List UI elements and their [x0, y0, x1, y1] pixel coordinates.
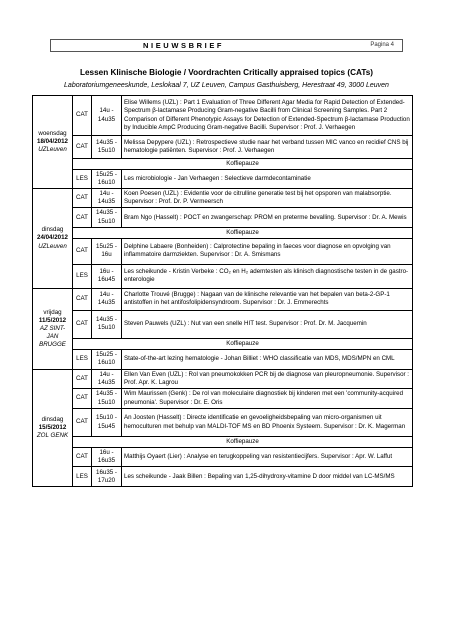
- session-type: LES: [73, 264, 92, 288]
- day-location: ZOL GENK: [36, 432, 69, 440]
- coffee-break: Koffiepauze: [73, 338, 413, 349]
- session-time: 16u - 16u45: [92, 264, 122, 288]
- table-row: [33, 238, 413, 264]
- schedule-table: [32, 95, 413, 487]
- day-location: AZ SINT-JAN BRUGGE: [39, 324, 66, 348]
- table-row: [33, 227, 413, 238]
- session-description: Charlotte Trouvé (Brugge) : Nagaan van de klinische relevantie van het bepalen van beta-2-GP-1 antistoffen in het antifosfolipidensyndroom. Supervisor : Dr. J. Emmerechts: [122, 288, 413, 310]
- table-row: [33, 409, 413, 437]
- session-time: 14u - 14u35: [92, 288, 122, 310]
- table-row: [33, 338, 413, 349]
- table-row: [33, 389, 413, 409]
- day-date: 15/5/2012: [38, 424, 67, 432]
- page-subtitle: Laboratoriumgeneeskunde, Leslokaal 7, UZ Leuven, Campus Gasthuisberg, Herestraat 49, 3000 Leuven: [64, 82, 389, 89]
- session-time: 15u25 - 16u10: [92, 170, 122, 189]
- day-cell: [33, 369, 73, 486]
- newsletter-header-bar: [50, 39, 403, 52]
- session-type: CAT: [73, 310, 92, 338]
- day-cell: [33, 96, 73, 189]
- day-name: dinsdag: [41, 226, 64, 234]
- session-description: Les microbiologie - Jan Verhaegen : Selectieve darmdecontaminatie: [122, 170, 413, 189]
- session-type: CAT: [73, 238, 92, 264]
- session-description: An Joosten (Hasselt) : Directe identificatie en gevoeligheidsbepaling van micro-organismen uit hemoculturen met behulp van MALDI-TOF MS en BD Phoenix Systeem. Supervisor : Dr. K. Magerman: [122, 409, 413, 437]
- session-time: 14u35 - 15u10: [92, 136, 122, 159]
- day-date: 18/04/2012: [37, 138, 68, 146]
- session-type: CAT: [73, 189, 92, 208]
- session-description: Wim Maurissen (Genk) : De rol van moleculaire diagnostiek bij kinderen met een 'community-acquired pneumonia'. Supervisor : Dr. E. Oris: [122, 389, 413, 409]
- session-description: Steven Pauwels (UZL) : Nut van een snelle HIT test. Supervisor : Prof. Dr. M. Jacquemin: [122, 310, 413, 338]
- session-type: CAT: [73, 208, 92, 227]
- session-description: Delphine Labaere (Bonheiden) : Calprotectine bepaling in faeces voor diagnose en opvolging van inflammatoire darmziekten. Supervisor : Dr. A. Smismans: [122, 238, 413, 264]
- table-row: [33, 159, 413, 170]
- table-row: [33, 437, 413, 448]
- table-row: [33, 310, 413, 338]
- session-type: CAT: [73, 288, 92, 310]
- day-name: dinsdag: [41, 415, 64, 423]
- session-time: 14u35 - 15u10: [92, 389, 122, 409]
- session-description: Les scheikunde - Kristin Verbeke : CO₂ en H₂ ademtesten als klinisch diagnostische testen in de gastro-enterologie: [122, 264, 413, 288]
- session-time: 15u10 - 15u45: [92, 409, 122, 437]
- session-time: 14u35 - 15u10: [92, 208, 122, 227]
- session-time: 16u - 16u35: [92, 448, 122, 467]
- session-time: 14u - 14u35: [92, 96, 122, 136]
- table-row: [33, 136, 413, 159]
- table-row: [33, 208, 413, 227]
- table-row: [33, 369, 413, 388]
- table-row: [33, 467, 413, 487]
- session-type: CAT: [73, 369, 92, 388]
- coffee-break: Koffiepauze: [73, 159, 413, 170]
- table-row: [33, 264, 413, 288]
- newsletter-label: NIEUWSBRIEF: [143, 41, 225, 50]
- session-description: State-of-the-art lezing hematologie - Johan Billiet : WHO classificatie van MDS, MDS/MPN en CML: [122, 349, 413, 369]
- session-description: Matthijs Oyaert (Lier) : Analyse en terugkoppeling van resistentiecijfers. Supervisor : Apr. W. Laffut: [122, 448, 413, 467]
- table-row: [33, 349, 413, 369]
- day-name: vrijdag: [43, 308, 62, 316]
- page-number: Pagina 4: [370, 42, 394, 48]
- session-time: 14u - 14u35: [92, 189, 122, 208]
- session-description: Elise Willems (UZL) : Part 1 Evaluation of Three Different Agar Media for Rapid Detection of Extended-Spectrum β-lactamase Producing Gram-negative Bacilli from Clinical Screening Samples. Part 2 Comparison of Different Phenotypic Assays for Detection of Extended-Spectrum β-lactamase Production by Inducible AmpC Producing Gram-negative Bacilli. Supervisor : Prof. J. Verhaegen: [122, 96, 413, 136]
- session-description: Les scheikunde - Jaak Billen : Bepaling van 1,25-dihydroxy-vitamine D door middel van LC-MS/MS: [122, 467, 413, 487]
- session-type: LES: [73, 349, 92, 369]
- session-type: CAT: [73, 389, 92, 409]
- session-description: Koen Poesen (UZL) : Evidentie voor de citrulline generatie test bij het opsporen van malabsorptie. Supervisor : Prof. Dr. P. Vermeersch: [122, 189, 413, 208]
- session-type: CAT: [73, 136, 92, 159]
- session-time: 15u25 - 16u: [92, 238, 122, 264]
- table-row: [33, 170, 413, 189]
- session-description: Ellen Van Even (UZL) : Rol van pneumokokken PCR bij de diagnose van pleuropneumonie. Supervisor : Prof. Apr. K. Lagrou: [122, 369, 413, 388]
- coffee-break: Koffiepauze: [73, 227, 413, 238]
- day-date: 11/5/2012: [38, 316, 67, 324]
- session-time: 14u - 14u35: [92, 369, 122, 388]
- session-time: 14u35 - 15u10: [92, 310, 122, 338]
- table-row: [33, 189, 413, 208]
- session-type: LES: [73, 467, 92, 487]
- day-name: woensdag: [38, 130, 67, 137]
- table-row: [33, 448, 413, 467]
- session-type: CAT: [73, 96, 92, 136]
- day-location: UZLeuven: [38, 242, 67, 250]
- session-type: CAT: [73, 409, 92, 437]
- session-description: Melissa Depypere (UZL) : Retrospectieve studie naar het verband tussen MIC vanco en recidief CNS bij hematologie patiënten. Supervisor : Prof. J. Verhaegen: [122, 136, 413, 159]
- coffee-break: Koffiepauze: [73, 437, 413, 448]
- day-cell: [33, 189, 73, 288]
- table-row: [33, 96, 413, 136]
- page-title: Lessen Klinische Biologie / Voordrachten Critically appraised topics (CATs): [80, 68, 373, 77]
- session-type: CAT: [73, 448, 92, 467]
- day-cell: [33, 288, 73, 369]
- session-description: Bram Ngo (Hasselt) : POCT en zwangerschap: PROM en preterme bevalling. Supervisor : Dr. A. Mewis: [122, 208, 413, 227]
- session-time: 15u25 - 16u10: [92, 349, 122, 369]
- day-location: UZLeuven: [38, 146, 67, 154]
- session-type: LES: [73, 170, 92, 189]
- session-time: 16u35 - 17u20: [92, 467, 122, 487]
- table-row: [33, 288, 413, 310]
- day-date: 24/04/2012: [37, 234, 68, 242]
